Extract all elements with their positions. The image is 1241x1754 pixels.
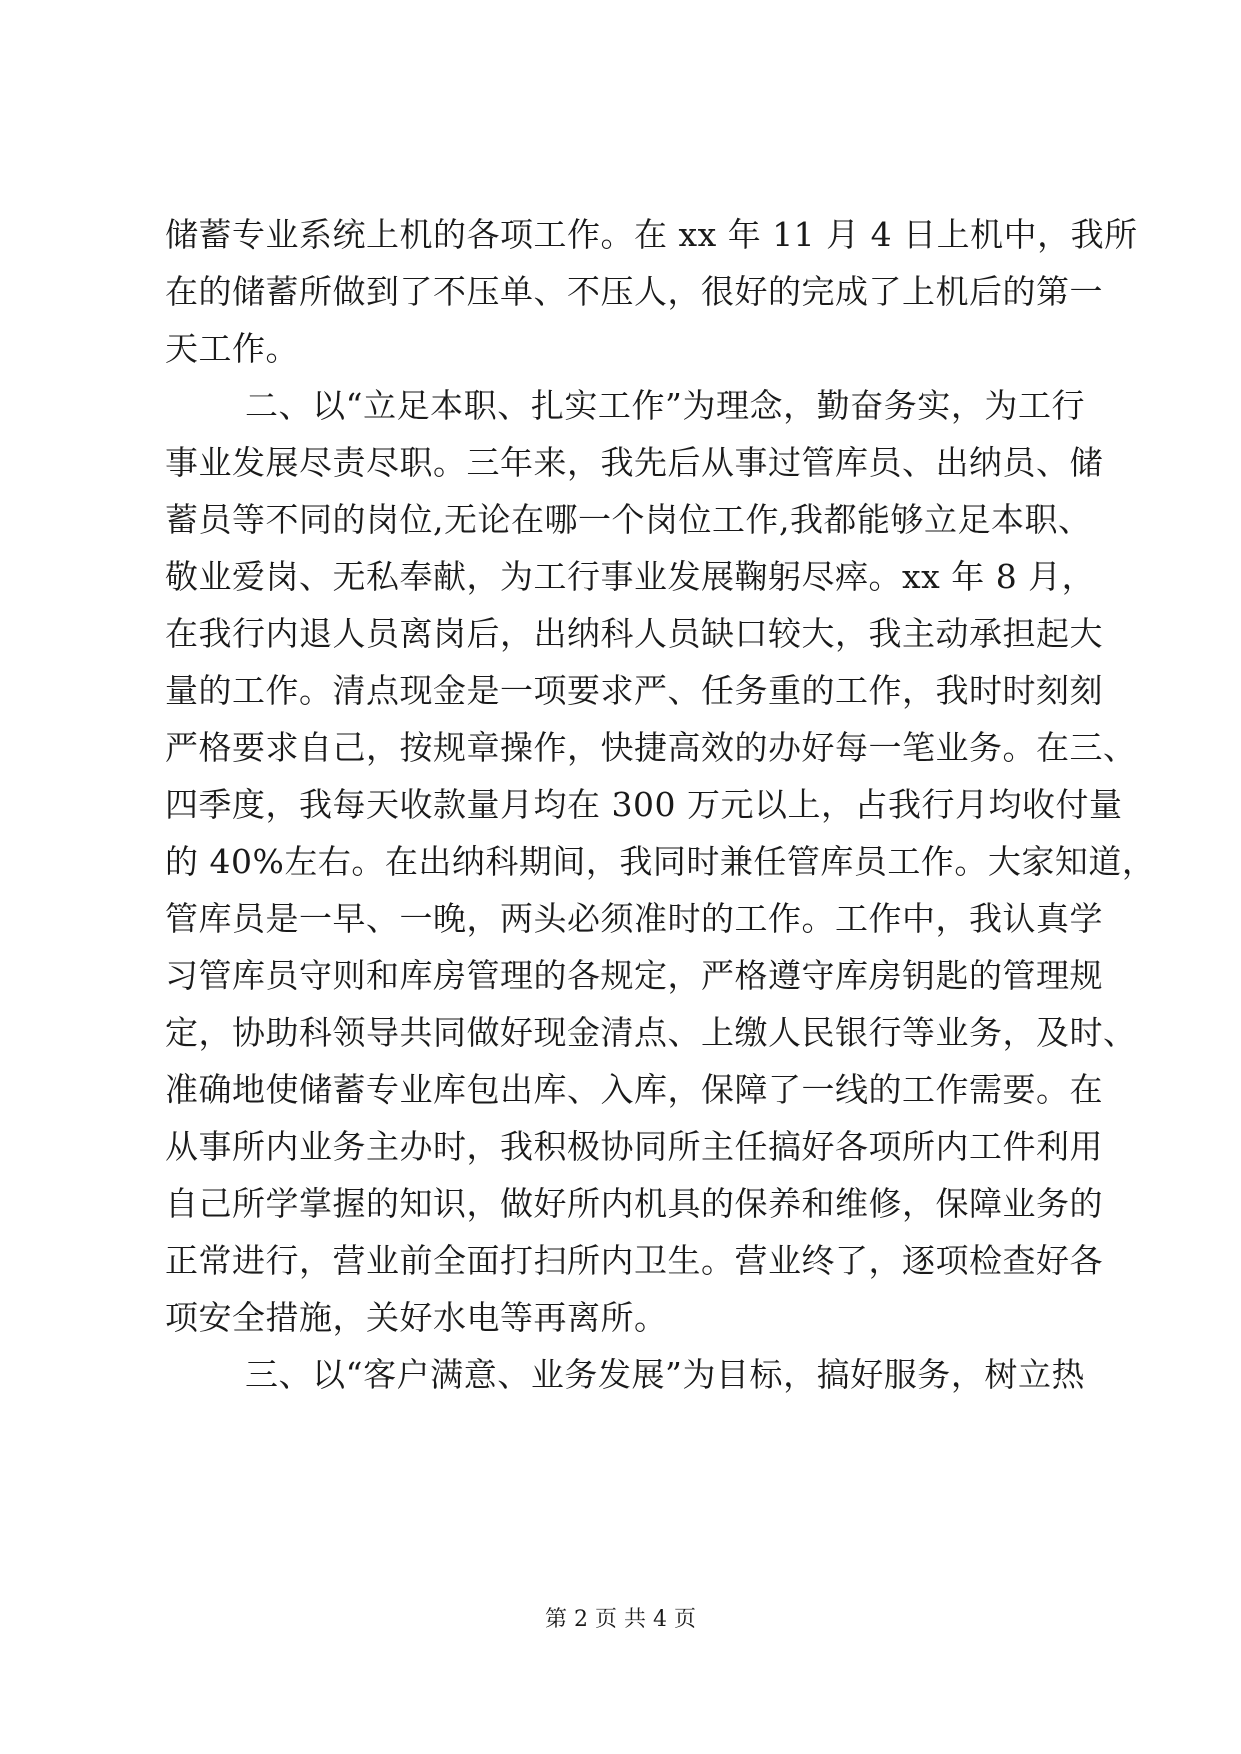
page-number-footer: 第 2 页 共 4 页	[545, 1607, 696, 1632]
paragraph-line: 习管库员守则和库房管理的各规定，严格遵守库房钥匙的管理规	[165, 956, 1103, 995]
paragraph-line: 在我行内退人员离岗后，出纳科人员缺口较大，我主动承担起大	[165, 614, 1103, 653]
paragraph-line: 事业发展尽责尽职。三年来，我先后从事过管库员、出纳员、储	[165, 443, 1103, 482]
paragraph-line: 天工作。	[165, 329, 299, 368]
paragraph-line: 从事所内业务主办时，我积极协同所主任搞好各项所内工件利用	[165, 1127, 1103, 1166]
paragraph-line: 敬业爱岗、无私奉献，为工行事业发展鞠躬尽瘁。xx 年 8 月，	[165, 557, 1096, 596]
paragraph-line: 三、以“客户满意、业务发展”为目标，搞好服务，树立热	[245, 1355, 1085, 1394]
paragraph-line: 正常进行，营业前全面打扫所内卫生。营业终了，逐项检查好各	[165, 1241, 1103, 1280]
paragraph-line: 四季度，我每天收款量月均在 300 万元以上，占我行月均收付量	[165, 785, 1123, 824]
paragraph-line: 定，协助科领导共同做好现金清点、上缴人民银行等业务，及时、	[165, 1013, 1137, 1052]
paragraph-line: 自己所学掌握的知识，做好所内机具的保养和维修，保障业务的	[165, 1184, 1103, 1223]
paragraph-line: 准确地使储蓄专业库包出库、入库，保障了一线的工作需要。在	[165, 1070, 1103, 1109]
paragraph-line: 量的工作。清点现金是一项要求严、任务重的工作，我时时刻刻	[165, 671, 1103, 710]
paragraph-line: 蓄员等不同的岗位,无论在哪一个岗位工作,我都能够立足本职、	[165, 500, 1092, 539]
paragraph-line: 的 40%左右。在出纳科期间，我同时兼任管库员工作。大家知道，	[165, 842, 1156, 881]
paragraph-line: 严格要求自己，按规章操作，快捷高效的办好每一笔业务。在三、	[165, 728, 1137, 767]
paragraph-line: 管库员是一早、一晚，两头必须准时的工作。工作中，我认真学	[165, 899, 1103, 938]
paragraph-line: 项安全措施，关好水电等再离所。	[165, 1298, 668, 1337]
paragraph-line: 在的储蓄所做到了不压单、不压人，很好的完成了上机后的第一	[165, 272, 1103, 311]
paragraph-line: 二、以“立足本职、扎实工作”为理念，勤奋务实，为工行	[245, 386, 1085, 425]
paragraph-line: 储蓄专业系统上机的各项工作。在 xx 年 11 月 4 日上机中，我所	[165, 215, 1138, 254]
